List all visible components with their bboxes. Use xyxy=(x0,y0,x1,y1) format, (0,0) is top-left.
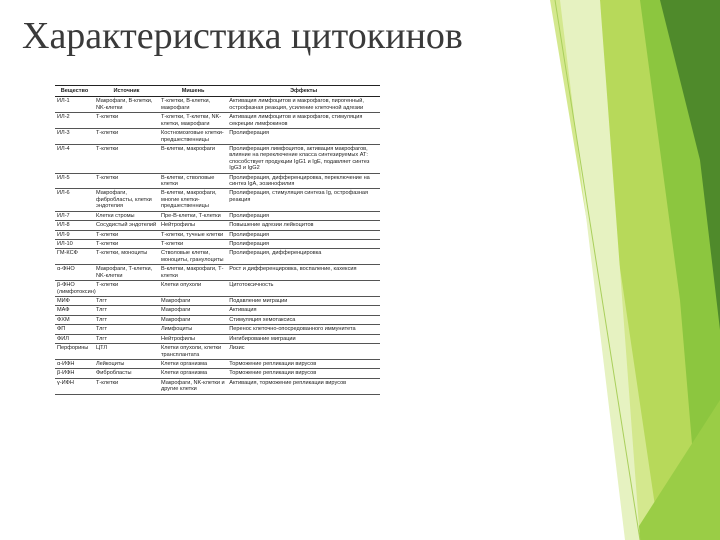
cell-target: Макрофаги xyxy=(159,296,227,305)
cell-effects: Ингибирование миграции xyxy=(227,334,380,343)
table-row xyxy=(55,113,380,129)
cell-substance: Перфорины xyxy=(55,344,94,360)
cell-substance: ИЛ-8 xyxy=(55,221,94,230)
cell-source: Макрофаги, В-клетки, NK-клетки xyxy=(94,97,159,113)
cell-source: Т-клетки xyxy=(94,113,159,129)
table-header-row xyxy=(55,86,380,97)
cytokine-table-image xyxy=(55,85,380,520)
table-row xyxy=(55,359,380,368)
table-row xyxy=(55,334,380,343)
cell-source: Тлгт xyxy=(94,334,159,343)
cell-effects: Цитотоксичность xyxy=(227,281,380,297)
cell-effects: Пролиферация xyxy=(227,129,380,145)
cell-substance: ИЛ-1 xyxy=(55,97,94,113)
cell-source: Макрофаги, фибробласты, клетки эндотелия xyxy=(94,189,159,211)
table-row xyxy=(55,369,380,378)
table-row xyxy=(55,315,380,324)
cell-effects: Торможение репликации вирусов xyxy=(227,369,380,378)
cell-substance: ИЛ-3 xyxy=(55,129,94,145)
cell-effects: Лизис xyxy=(227,344,380,360)
table-row xyxy=(55,230,380,239)
cell-effects: Подавление миграции xyxy=(227,296,380,305)
cell-source: Макрофаги, Т-клетки, NK-клетки xyxy=(94,265,159,281)
cell-effects: Пролиферация, стимуляция синтеза Ig, острофазная реакция xyxy=(227,189,380,211)
cell-source: Т-клетки xyxy=(94,230,159,239)
cell-target: Т-клетки, В-клетки, макрофаги xyxy=(159,97,227,113)
cell-target: Костномозговые клетки-предшественницы xyxy=(159,129,227,145)
cell-target: Лимфоциты xyxy=(159,325,227,334)
cell-target: Макрофаги xyxy=(159,315,227,324)
header-source: Источник xyxy=(94,86,159,97)
cell-effects: Торможение репликации вирусов xyxy=(227,359,380,368)
cell-source: Тлгт xyxy=(94,306,159,315)
cell-effects: Активация лимфоцитов и макрофагов, стимуляция секреции лимфокинов xyxy=(227,113,380,129)
cell-effects: Пролиферация, дифференцировка, переключение на синтез IgA, эозинофилия xyxy=(227,173,380,189)
table-row xyxy=(55,144,380,173)
cell-target: В-клетки, макрофаги, многие клетки-предшественницы xyxy=(159,189,227,211)
header-effects: Эффекты xyxy=(227,86,380,97)
cell-substance: ФП xyxy=(55,325,94,334)
cell-effects: Активация xyxy=(227,306,380,315)
table-row xyxy=(55,129,380,145)
cell-substance: ГМ-КСФ xyxy=(55,249,94,265)
cell-effects: Пролиферация лимфоцитов, активация макрофагов, влияние на переключение класса синтезируемых АТ: способствует продукции IgG1 и IgE, подавляет синтез IgG3 и IgG2 xyxy=(227,144,380,173)
cell-target: Макрофаги, NK-клетки и другие клетки xyxy=(159,378,227,394)
cell-effects: Активация, торможение репликации вирусов xyxy=(227,378,380,394)
table-row xyxy=(55,221,380,230)
table-row xyxy=(55,344,380,360)
cytokine-table xyxy=(55,85,380,395)
cell-source: Т-клетки xyxy=(94,240,159,249)
cell-target: Клетки организма xyxy=(159,369,227,378)
table-row xyxy=(55,173,380,189)
cell-source: Т-клетки xyxy=(94,129,159,145)
header-substance: Вещество xyxy=(55,86,94,97)
cell-source: Лейкоциты xyxy=(94,359,159,368)
cell-source: ЦТЛ xyxy=(94,344,159,360)
cell-effects: Пролиферация xyxy=(227,211,380,220)
cell-effects: Рост и дифференцировка, воспаление, кахексия xyxy=(227,265,380,281)
cell-effects: Стимуляция хемотаксиса xyxy=(227,315,380,324)
cell-substance: ФИЛ xyxy=(55,334,94,343)
cell-substance: α-ИФН xyxy=(55,359,94,368)
cell-source: Т-клетки, моноциты xyxy=(94,249,159,265)
cell-target: Т-клетки xyxy=(159,240,227,249)
cell-effects: Повышение адгезии лейкоцитов xyxy=(227,221,380,230)
table-row xyxy=(55,240,380,249)
table-row xyxy=(55,189,380,211)
table-row xyxy=(55,378,380,394)
cell-source: Тлгт xyxy=(94,325,159,334)
cell-target: Пре-В-клетки, Т-клетки xyxy=(159,211,227,220)
cell-target: Клетки опухоли xyxy=(159,281,227,297)
cell-effects: Пролиферация xyxy=(227,230,380,239)
cell-target: Т-клетки, тучные клетки xyxy=(159,230,227,239)
cell-effects: Перенос клеточно-опосредованного иммунитета xyxy=(227,325,380,334)
cell-source: Сосудистый эндотелий xyxy=(94,221,159,230)
cell-substance: ИЛ-4 xyxy=(55,144,94,173)
cell-substance: ИЛ-9 xyxy=(55,230,94,239)
cell-source: Клетки стромы xyxy=(94,211,159,220)
cell-substance: ИЛ-5 xyxy=(55,173,94,189)
cell-effects: Пролиферация xyxy=(227,240,380,249)
table-row xyxy=(55,306,380,315)
cell-target: Клетки организма xyxy=(159,359,227,368)
cell-source: Т-клетки xyxy=(94,144,159,173)
table-row xyxy=(55,296,380,305)
cell-target: В-клетки, макрофаги, Т-клетки xyxy=(159,265,227,281)
cell-source: Тлгт xyxy=(94,296,159,305)
cell-substance: МИФ xyxy=(55,296,94,305)
table-row xyxy=(55,211,380,220)
cell-substance: МАФ xyxy=(55,306,94,315)
header-target: Мишень xyxy=(159,86,227,97)
cell-source: Фибробласты xyxy=(94,369,159,378)
cell-source: Тлгт xyxy=(94,315,159,324)
cell-target: В-клетки, макрофаги xyxy=(159,144,227,173)
table-row xyxy=(55,265,380,281)
cell-substance: ФХМ xyxy=(55,315,94,324)
cell-target: Нейтрофилы xyxy=(159,334,227,343)
cell-target: Клетки опухоли, клетки трансплантата xyxy=(159,344,227,360)
cell-substance: ИЛ-6 xyxy=(55,189,94,211)
slide-title: Характеристика цитокинов xyxy=(22,15,463,57)
cell-substance: ИЛ-2 xyxy=(55,113,94,129)
table-row xyxy=(55,249,380,265)
cell-target: Т-клетки, Т-клетки, NK-клетки, макрофаги xyxy=(159,113,227,129)
table-body xyxy=(55,97,380,394)
cell-effects: Активация лимфоцитов и макрофагов, пирогенный, острофазная реакция, усиление клеточной адгезии xyxy=(227,97,380,113)
table-row xyxy=(55,325,380,334)
cell-substance: α-ФНО xyxy=(55,265,94,281)
cell-substance: ИЛ-7 xyxy=(55,211,94,220)
cell-substance: ИЛ-10 xyxy=(55,240,94,249)
cell-effects: Пролиферация, дифференцировка xyxy=(227,249,380,265)
cell-substance: β-ИФН xyxy=(55,369,94,378)
cell-target: Макрофаги xyxy=(159,306,227,315)
cell-target: Стволовые клетки, моноциты, гранулоциты xyxy=(159,249,227,265)
cell-source: Т-клетки xyxy=(94,281,159,297)
table-row xyxy=(55,281,380,297)
cell-target: Нейтрофилы xyxy=(159,221,227,230)
cell-substance: β-ФНО (лимфотоксин) xyxy=(57,282,96,295)
table-row xyxy=(55,97,380,113)
cell-target: В-клетки, стволовые клетки xyxy=(159,173,227,189)
cell-substance: γ-ИФН xyxy=(55,378,94,394)
cell-source: Т-клетки xyxy=(94,378,159,394)
cell-source: Т-клетки xyxy=(94,173,159,189)
